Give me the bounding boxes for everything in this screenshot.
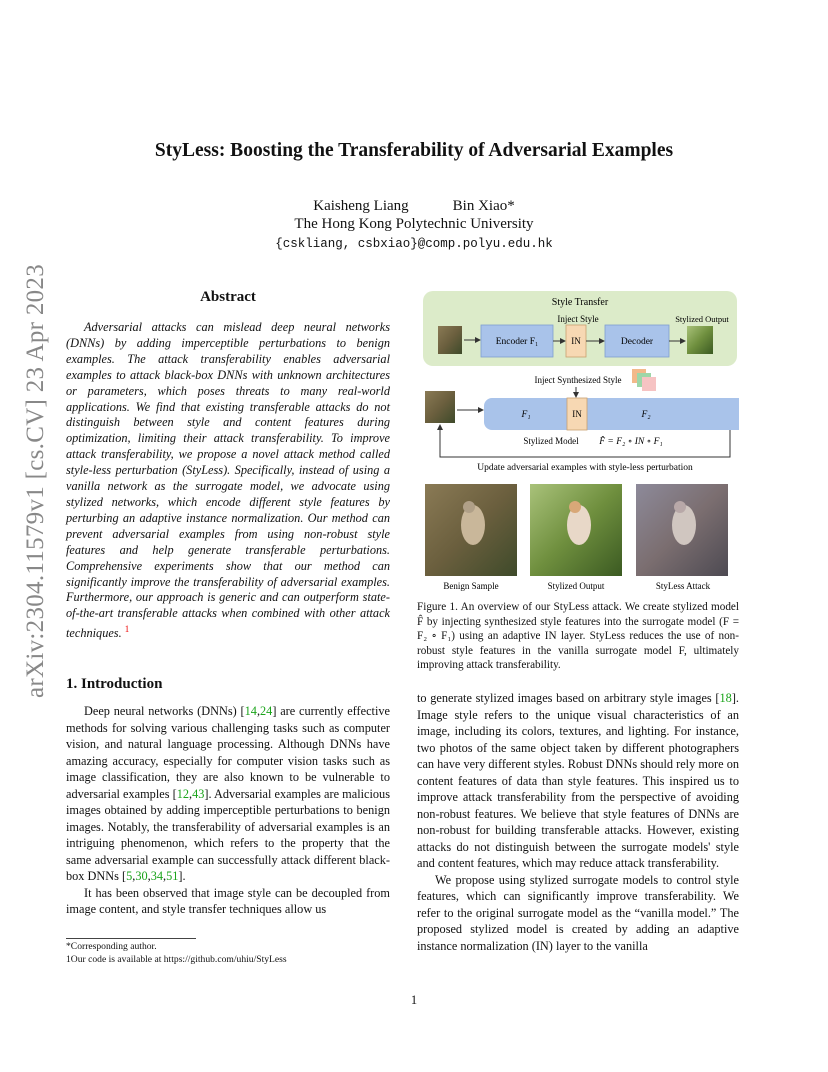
arxiv-stamp — [8, 263, 64, 699]
abstract-body — [66, 320, 390, 642]
stylized-output-thumbnail — [687, 326, 713, 354]
formula: F̂ = F₂ ∘ IN ∘ F₁ — [599, 437, 663, 447]
benign-image — [425, 484, 517, 576]
citation[interactable]: 51 — [166, 869, 179, 883]
update-label: Update adversarial examples with style-less perturbation — [477, 463, 693, 473]
citation[interactable]: 43 — [192, 786, 205, 801]
stylized-model-label: Stylized Model — [523, 436, 579, 446]
stylized-output-image — [530, 484, 622, 576]
affiliation: The Hong Kong Polytechnic University — [294, 216, 534, 232]
figure-caption: Figure 1. An overview of our StyLess attack. We create stylized model F̂ by injecting synthesized style features into the surrogate model (F = F₂ ∘ F₁) using an adaptive IN layer. StyLess reduces the use of non-robust style features in the vanilla surrogate model F, ultimately improving attack transferability. — [417, 601, 739, 672]
intro-body — [66, 703, 390, 918]
citation[interactable]: 5 — [126, 869, 133, 883]
intro-paragraph-2: It has been observed that image style can be decoupled from image content, and style transfer techniques allow us — [66, 885, 390, 916]
inject-style-label: Inject Style — [557, 314, 599, 324]
figure-1 — [417, 285, 739, 597]
footnote-1: *Corresponding author. — [66, 941, 157, 952]
right-column-body — [417, 690, 739, 954]
footnote-rule — [66, 938, 196, 939]
input-thumbnail — [438, 326, 462, 354]
benign-thumbnail — [425, 391, 455, 423]
citation[interactable]: 14 — [244, 704, 257, 718]
f1-label: F₁ — [521, 410, 531, 420]
styless-attack-image — [636, 484, 728, 576]
image-label-3: StyLess Attack — [655, 581, 711, 591]
page-number: 1 — [410, 993, 418, 1007]
citation[interactable]: 18 — [719, 691, 732, 705]
right-paragraph-1: to generate stylized images based on arbitrary style images [18]. Image style refers to the unique visual characteristics of an image, including its colors, textures, and lighting. For instance, two photos of the same object taken by different photographers can have very different styles. Robust DNNs should rely more on content features of data than style features. This inspired us to improve attack transferability from the perspective of avoiding non-robust features. We believe that style features of DNNs are non-robust for building transferable attacks. However, existing attacks do not distinguish between the surrogate models' style and content features, which may reduce attack transferability. — [417, 691, 739, 870]
citation[interactable]: 34 — [150, 869, 164, 883]
author-1: Kaisheng Liang — [313, 198, 409, 214]
f2-label: F₂ — [641, 410, 651, 420]
in-label-bottom: IN — [572, 409, 582, 419]
inject-synth-label: Inject Synthesized Style — [534, 375, 622, 385]
right-paragraph-2: We propose using stylized surrogate models to control style features, which can significantly improve transferability. We refer to the original surrogate model as the “vanilla model.” The proposed stylized model is created by adding an adaptive instance normalization (IN) layer to the vanilla — [417, 872, 739, 953]
intro-paragraph-1: Deep neural networks (DNNs) [14,24] are currently effective methods for solving various challenging tasks such as computer vision, and natural language processing. Although DNNs have amazing accuracy, especially for computer vision tasks such as image classification, they are also known to be vulnerable to adversarial examples [12,43]. Adversarial examples are malicious images obtained by adding imperceptible perturbations to benign images. Notably, the transferability of adversarial examples is an intriguing phenomenon, which refers to the property that the same adversarial example can successfully attack different black-box DNNs [5,30,34,51]. — [66, 704, 390, 883]
abstract-text: Adversarial attacks can mislead deep neural networks (DNNs) by adding imperceptible perturbations to benign examples. The attack transferability enables adversarial examples to attack black-box DNNs with unknown architectures or parameters, which poses threats to many real-world applications. We find that existing transferable attacks do not distinguish between style and content features during optimization, limiting their attack transferability. To improve attack transferability, we propose a novel attack method called style-less perturbation (StyLess). Specifically, instead of using a vanilla network as the surrogate model, we advocate using stylized networks, which encode different style features by perturbing an adaptive instance normalization. Our method can prevent adversarial examples from using non-robust style features and help generate transferable perturbations. Comprehensive experiments show that our method can significantly improve the transferability of adversarial examples. Furthermore, our approach is generic and can outperform state-of-the-art transferable attacks when combined with other attack techniques. — [66, 320, 390, 641]
paper-title: StyLess: Boosting the Transferability of Adversarial Examples — [154, 140, 674, 161]
abstract-footnote-mark[interactable]: 1 — [124, 624, 130, 635]
citation[interactable]: 12 — [176, 786, 190, 801]
author-list — [0, 198, 828, 215]
stylized-output-top-label: Stylized Output — [675, 314, 729, 324]
footnote-2: 1Our code is available at https://github.com/uhiu/StyLess — [66, 954, 287, 965]
abstract-heading: Abstract — [200, 289, 256, 305]
in-label-top: IN — [571, 336, 581, 346]
encoder-label: Encoder F₁ — [495, 337, 539, 347]
email: {cskliang, csbxiao}@comp.polyu.edu.hk — [275, 237, 553, 251]
style-transfer-label: Style Transfer — [551, 297, 609, 308]
decoder-label: Decoder — [620, 337, 654, 347]
intro-heading: 1. Introduction — [66, 676, 163, 692]
image-label-1: Benign Sample — [443, 581, 499, 591]
author-2: Bin Xiao* — [452, 198, 515, 214]
arxiv-stamp-text: arXiv:2304.11579v1 [cs.CV] 23 Apr 2023 — [22, 263, 49, 699]
style-swatch-3 — [642, 377, 656, 391]
citation[interactable]: 24 — [260, 704, 273, 718]
citation[interactable]: 30 — [135, 869, 148, 883]
image-label-2: Stylized Output — [547, 581, 605, 591]
